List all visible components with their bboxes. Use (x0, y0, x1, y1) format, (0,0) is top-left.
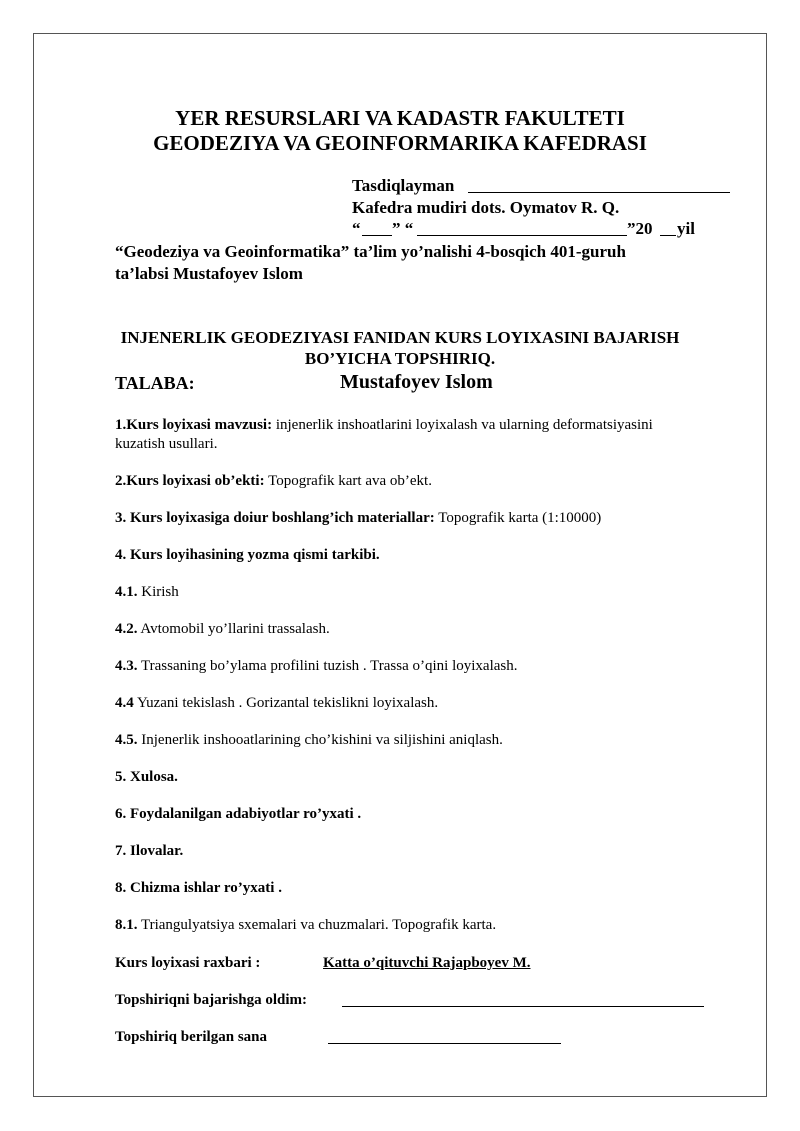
item-4: 4. Kurs loyihasining yozma qismi tarkibi. (115, 547, 380, 563)
item-1-label: 1.Kurs loyixasi mavzusi: (115, 417, 273, 433)
item-4-4-text: Yuzani tekislash . Gorizantal tekislikni loyixalash. (133, 695, 439, 711)
task-title-line2: BO’YICHA TOPSHIRIQ. (304, 349, 496, 368)
item-4-1-number: 4.1. (115, 584, 138, 600)
supervisor-label: Kurs loyixasi raxbari : (115, 955, 261, 971)
item-1-continued: kuzatish usullari. (115, 436, 218, 452)
department-title: GEODEZIYA VA GEOINFORMARIKA KAFEDRASI (153, 131, 647, 155)
item-4-1 (115, 584, 179, 601)
approval-signature-line (468, 192, 730, 193)
item-2-label: 2.Kurs loyixasi ob’ekti: (115, 473, 265, 489)
item-4-3-text: Trassaning bo’ylama profilini tuzish . Trassa o’qini loyixalash. (137, 658, 518, 674)
student-info-line2: ta’labsi Mustafoyev Islom (115, 264, 303, 283)
student-label: TALABA: (115, 373, 195, 393)
year-suffix: yil (677, 219, 695, 238)
item-1 (115, 417, 653, 434)
item-4-2-text: Avtomobil yo’llarini trassalash. (137, 621, 330, 637)
task-title-line1: INJENERLIK GEODEZIYASI FANIDAN KURS LOYIXASINI BAJARISH (120, 328, 680, 347)
department-head: Kafedra mudiri dots. Oymatov R. Q. (352, 198, 620, 217)
item-3-label: 3. Kurs loyixasiga doiur boshlang’ich materiallar: (115, 510, 435, 526)
date-quote-close: ”20 (627, 219, 653, 238)
supervisor-name: Katta o’qituvchi Rajapboyev M. (323, 955, 531, 971)
year-blank-line (660, 235, 676, 236)
item-4-5-number: 4.5. (115, 732, 138, 748)
issue-date-line (328, 1043, 561, 1044)
issue-date-label: Topshiriq berilgan sana (115, 1029, 267, 1045)
item-2 (115, 473, 432, 490)
item-4-5 (115, 732, 503, 749)
day-blank-line (362, 235, 392, 236)
item-2-text: Topografik kart ava ob’ekt. (264, 473, 432, 489)
item-6: 6. Foydalanilgan adabiyotlar ro’yxati . (115, 806, 362, 822)
faculty-title: YER RESURSLARI VA KADASTR FAKULTETI (175, 106, 625, 130)
accepted-label: Topshiriqni bajarishga oldim: (115, 992, 308, 1008)
item-8-1 (115, 917, 496, 934)
item-8-1-number: 8.1. (115, 917, 138, 933)
item-4-5-text: Injenerlik inshooatlarining cho’kishini va siljishini aniqlash. (137, 732, 503, 748)
item-4-1-text: Kirish (137, 584, 179, 600)
item-3 (115, 510, 601, 527)
date-quote-open: “ (352, 219, 361, 238)
month-blank-line (417, 235, 627, 236)
item-5: 5. Xulosa. (115, 769, 178, 785)
item-4-2-number: 4.2. (115, 621, 138, 637)
item-8-1-text: Triangulyatsiya sxemalari va chuzmalari. Topografik karta. (137, 917, 497, 933)
accepted-signature-line (342, 1006, 704, 1007)
item-1-text: injenerlik inshoatlarini loyixalash va ularning deformatsiyasini (272, 417, 653, 433)
date-quote-mid: ” “ (392, 219, 414, 238)
student-name: Mustafoyev Islom (340, 371, 493, 393)
item-7: 7. Ilovalar. (115, 843, 184, 859)
item-8: 8. Chizma ishlar ro’yxati . (115, 880, 282, 896)
item-3-text: Topografik karta (1:10000) (434, 510, 602, 526)
student-info-line1: “Geodeziya va Geoinformatika” ta’lim yo’nalishi 4-bosqich 401-guruh (115, 242, 626, 261)
item-4-2 (115, 621, 330, 638)
approval-label: Tasdiqlayman (352, 176, 455, 195)
item-4-3-number: 4.3. (115, 658, 138, 674)
item-4-4 (115, 695, 438, 712)
item-4-3 (115, 658, 518, 675)
item-4-4-number: 4.4 (115, 695, 134, 711)
